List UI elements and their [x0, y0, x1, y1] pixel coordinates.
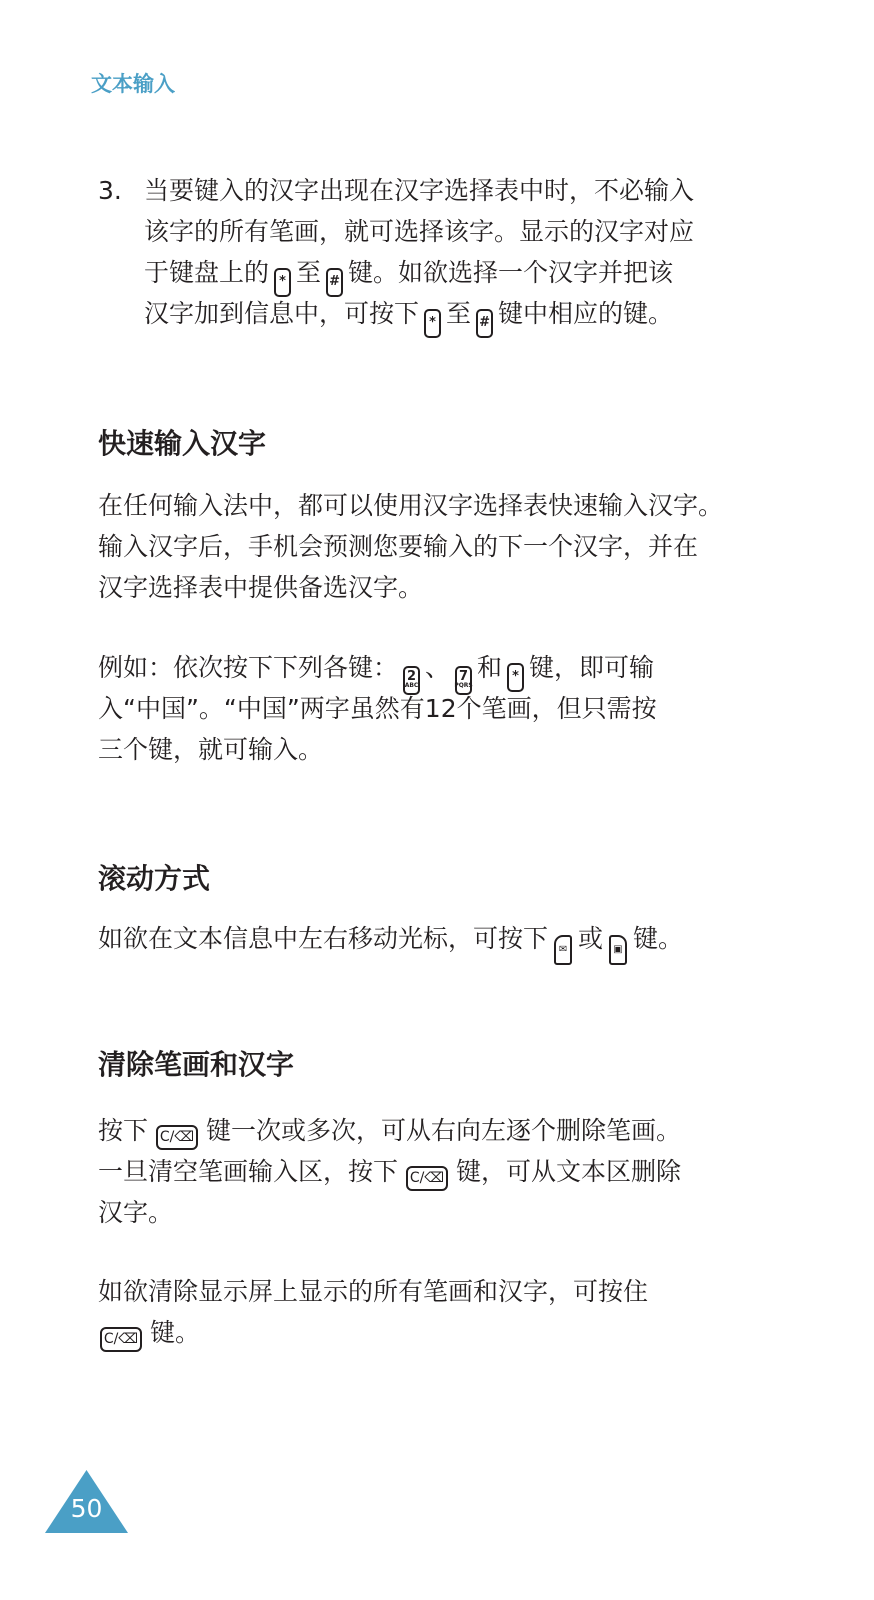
- clear-line-5: [98, 1312, 788, 1353]
- scroll-heading: 滚动方式: [98, 862, 211, 895]
- text: 按下: [98, 1116, 149, 1145]
- key-glyph: C/⌫: [409, 1170, 445, 1186]
- hash-key-icon: [476, 309, 493, 338]
- page-number: 50: [70, 1494, 103, 1523]
- text-line: 在任何输入法中，都可以使用汉字选择表快速输入汉字。: [98, 491, 724, 520]
- text: 例如：依次按下下列各键：: [98, 653, 399, 682]
- text: 于键盘上的: [144, 258, 270, 287]
- clear-line-3: 汉字。: [98, 1198, 174, 1227]
- text: 一旦清空笔画输入区，按下: [98, 1157, 399, 1186]
- text: 键。如欲选择一个汉字并把该: [348, 258, 674, 287]
- clear-line-2: [98, 1151, 788, 1192]
- key-glyph: 7: [459, 669, 469, 684]
- step-3-line-3: [98, 252, 788, 293]
- text: 或: [578, 924, 604, 953]
- clear-key-icon: [406, 1166, 448, 1191]
- text: 至: [446, 299, 472, 328]
- clear-paragraph-2: [98, 1271, 788, 1353]
- text: 和: [477, 653, 503, 682]
- example-paragraph: [98, 647, 788, 770]
- key-glyph: #: [329, 274, 340, 289]
- clear-key-icon: [156, 1125, 198, 1150]
- clear-paragraph-1: [98, 1110, 788, 1233]
- clear-line-4: 如欲清除显示屏上显示的所有笔画和汉字，可按住: [98, 1277, 649, 1306]
- key-glyph: ▣: [613, 944, 623, 955]
- scroll-line: [98, 918, 788, 959]
- text: 当要键入的汉字出现在汉字选择表中时，不必输入: [144, 176, 695, 205]
- key-glyph: *: [279, 274, 286, 289]
- step-3-line-4: [98, 293, 788, 334]
- clear-heading: 清除笔画和汉字: [98, 1048, 295, 1081]
- example-line-3: 三个键，就可输入。: [98, 735, 324, 764]
- left-soft-key-icon: [554, 935, 572, 965]
- key-letters: ABC: [404, 682, 419, 689]
- text: 键一次或多次，可从右向左逐个删除笔画。: [206, 1116, 682, 1145]
- step-3-line-1: [98, 170, 788, 211]
- key-glyph: C/⌫: [103, 1331, 139, 1347]
- key-glyph: *: [429, 315, 436, 330]
- key-glyph: 2: [406, 669, 417, 684]
- step-number: 3.: [98, 176, 122, 205]
- text-line: 输入汉字后，手机会预测您要输入的下一个汉字，并在: [98, 532, 699, 561]
- text-line: 汉字选择表中提供备选汉字。: [98, 573, 424, 602]
- text: 键，可从文本区删除: [456, 1157, 682, 1186]
- text: 键。: [633, 924, 684, 953]
- quick-input-heading: 快速输入汉字: [98, 427, 267, 460]
- section-header: 文本输入: [91, 72, 175, 96]
- text: 、: [425, 653, 451, 682]
- example-line-2: 入“中国”。“中国”两字虽然有12个笔画，但只需按: [98, 694, 657, 723]
- star-key-icon: [424, 309, 441, 338]
- clear-key-icon: [100, 1327, 142, 1352]
- key-glyph: *: [512, 669, 519, 684]
- key-glyph: #: [479, 315, 490, 330]
- step-3-line-2: [98, 211, 788, 252]
- text: 该字的所有笔画，就可选择该字。显示的汉字对应: [144, 217, 695, 246]
- key-letters: PQRS: [454, 682, 473, 689]
- text: 汉字加到信息中，可按下: [144, 299, 420, 328]
- scroll-paragraph: [98, 918, 788, 959]
- step-3-paragraph: [98, 170, 788, 334]
- text: 至: [296, 258, 322, 287]
- text: 键，即可输: [529, 653, 655, 682]
- example-line-1: [98, 647, 788, 688]
- right-soft-key-icon: [609, 935, 627, 965]
- text: 如欲在文本信息中左右移动光标，可按下: [98, 924, 549, 953]
- clear-line-1: [98, 1110, 788, 1151]
- quick-input-paragraph: [98, 485, 788, 608]
- key-glyph: C/⌫: [159, 1129, 195, 1145]
- key-glyph: ✉: [558, 944, 568, 955]
- text: 键中相应的键。: [498, 299, 674, 328]
- text: 键。: [150, 1318, 201, 1347]
